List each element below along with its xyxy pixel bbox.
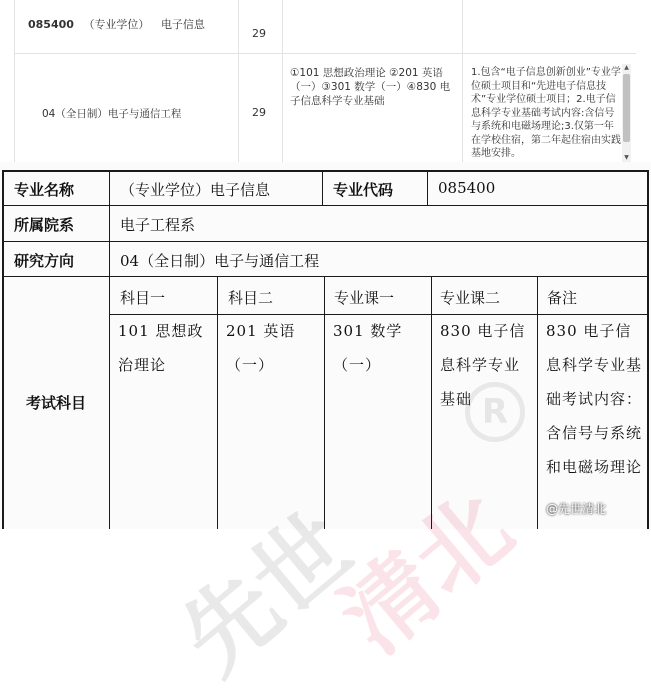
watermark-pink: 清北 bbox=[321, 473, 532, 674]
printed-catalog-table bbox=[0, 162, 651, 694]
header-remark: 备注 bbox=[547, 289, 578, 307]
course2-value: 830 电子信息科学专业基础 bbox=[440, 322, 526, 408]
border bbox=[2, 205, 648, 206]
divider bbox=[282, 0, 283, 162]
border bbox=[2, 170, 4, 529]
border bbox=[431, 276, 432, 529]
header-course2: 专业课二 bbox=[440, 289, 501, 307]
department-value: 电子工程系 bbox=[120, 216, 196, 234]
border bbox=[2, 241, 648, 242]
course1-value: 301 数学（一） bbox=[333, 322, 403, 374]
border bbox=[324, 276, 325, 529]
border bbox=[322, 170, 323, 206]
border bbox=[2, 170, 648, 172]
remark-value: 830 电子信息科学专业基础考试内容：含信号与系统和电磁场理论 bbox=[546, 322, 643, 476]
degree-type: （专业学位） bbox=[83, 18, 150, 31]
divider bbox=[462, 0, 463, 162]
border bbox=[2, 276, 648, 277]
scroll-up-arrow-icon[interactable]: ▲ bbox=[624, 64, 629, 71]
subject1-value: 101 思想政治理论 bbox=[118, 322, 204, 374]
major-name-label: 专业名称 bbox=[14, 181, 75, 199]
major-code-label: 专业代码 bbox=[333, 181, 394, 199]
border bbox=[109, 170, 110, 529]
major-name: 电子信息 bbox=[160, 18, 205, 31]
notes-scrollbar[interactable] bbox=[622, 64, 631, 162]
border bbox=[427, 170, 428, 206]
major-code: 085400 bbox=[28, 18, 74, 31]
notes-text[interactable]: 1.包含“电子信息创新创业”专业学位硕士项目和“先进电子信息技术”专业学位硕士项目；2.电子信息科学专业基础考试内容:含信号与系统和电磁场理论;3.仅第一年在学校住宿，第二年起住宿由实践基地安排。 bbox=[471, 67, 621, 158]
scroll-thumb[interactable] bbox=[623, 74, 630, 142]
divider bbox=[238, 0, 239, 162]
divider bbox=[14, 53, 636, 54]
enrollment-number: 29 bbox=[252, 27, 266, 40]
enrollment-number: 29 bbox=[252, 106, 266, 119]
border bbox=[537, 276, 538, 529]
direction-label: 研究方向 bbox=[14, 252, 75, 270]
major-code-name bbox=[28, 16, 205, 32]
source-badge: @先世清北 bbox=[546, 502, 607, 516]
watermark-gray: 先世 bbox=[161, 493, 372, 694]
research-direction: 04（全日制）电子与通信工程 bbox=[42, 108, 182, 120]
registered-mark-watermark: R bbox=[465, 382, 525, 442]
border bbox=[217, 276, 218, 529]
direction-value: 04（全日制）电子与通信工程 bbox=[120, 252, 320, 270]
divider bbox=[14, 0, 15, 162]
header-course1: 专业课一 bbox=[334, 289, 395, 307]
exam-subjects-label: 考试科目 bbox=[26, 394, 87, 412]
exam-subjects: ①101 思想政治理论 ②201 英语（一）③301 数学（一）④830 电子信息科学专业基础 bbox=[290, 67, 451, 107]
header-subject1: 科目一 bbox=[120, 289, 166, 307]
department-label: 所属院系 bbox=[14, 216, 75, 234]
online-catalog-panel bbox=[0, 0, 651, 162]
major-code-value: 085400 bbox=[438, 179, 496, 197]
major-name-value: （专业学位）电子信息 bbox=[120, 181, 271, 199]
border bbox=[647, 170, 649, 529]
subject2-value: 201 英语（一） bbox=[226, 322, 296, 374]
header-subject2: 科目二 bbox=[228, 289, 274, 307]
scroll-down-arrow-icon[interactable]: ▼ bbox=[624, 154, 629, 161]
